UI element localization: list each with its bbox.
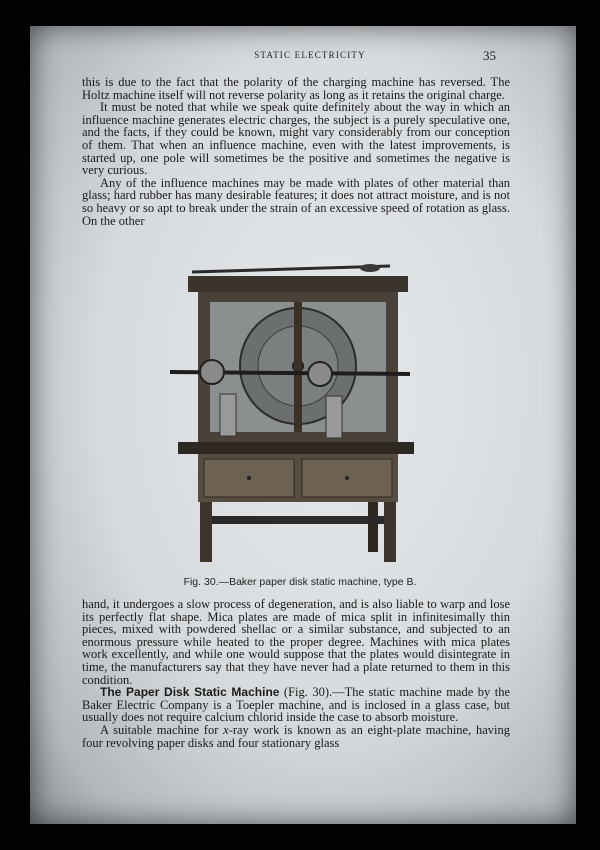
running-title: STATIC ELECTRICITY [254,50,366,60]
paragraph-mica: hand, it undergoes a slow process of degeneration, and is also liable to warp and lose its perfectly flat shape. Mica plates are made of mica split in infinitesimally thin pieces, mixed with powdered shellac or a similar substance, and subjected to an enormous pressure while heated to the proper degree. Machines with mica plates work excellently, and while one would suppose that the plates would disintegrate in time, the manufacturers say that they have never had a plate returned to them in this condition. [82,597,510,687]
paragraph-xray-rest: -ray work is known as an eight-plate machine, having four revolving paper disks and four stationary glass [82,722,510,750]
static-machine-illustration [170,254,430,574]
static-machine-drawing [170,254,430,574]
book-page [30,26,576,824]
bottom-text-block [82,598,510,749]
figure-caption: Fig. 30.—Baker paper disk static machine, type B. [183,576,417,588]
paragraph-xray-italic: x [223,722,229,737]
paragraph-xray-start: A suitable machine for [100,722,224,737]
paragraph-paper-disk [82,686,510,724]
paragraph-continuation: this is due to the fact that the polarity of the charging machine has reversed. The Holtz machine itself will not reverse polarity as long as it retains the original charge. [82,75,510,102]
paragraph-paper-disk-body: (Fig. 30).—The static machine made by the Baker Electric Company is a Toepler machine, and is inclosed in a glass case, but usually does not require calcium chlorid inside the case to absorb moisture. [82,685,510,725]
section-heading: The Paper Disk Static Machine [100,685,280,700]
paragraph-plate-materials: Any of the influence machines may be made with plates of other material than glass; hard rubber has many desirable features; it does not attract moisture, and is not so heavy or so apt to break under the strain of an excessive speed of rotation as glass. On the other [82,175,510,228]
top-text-block [82,76,510,227]
paragraph-xray [82,724,510,749]
paragraph-speculative: It must be noted that while we speak quite definitely about the way in which an influence machine generates electric charges, the subject is a purely speculative one, and the facts, if they could be known, might vary considerably from our conception of them. That when an influence machine, even with the latest improvements, is started up, one pole will sometimes be the positive and sometimes the negative is very curious. [82,100,510,178]
page-number: 35 [483,48,496,63]
